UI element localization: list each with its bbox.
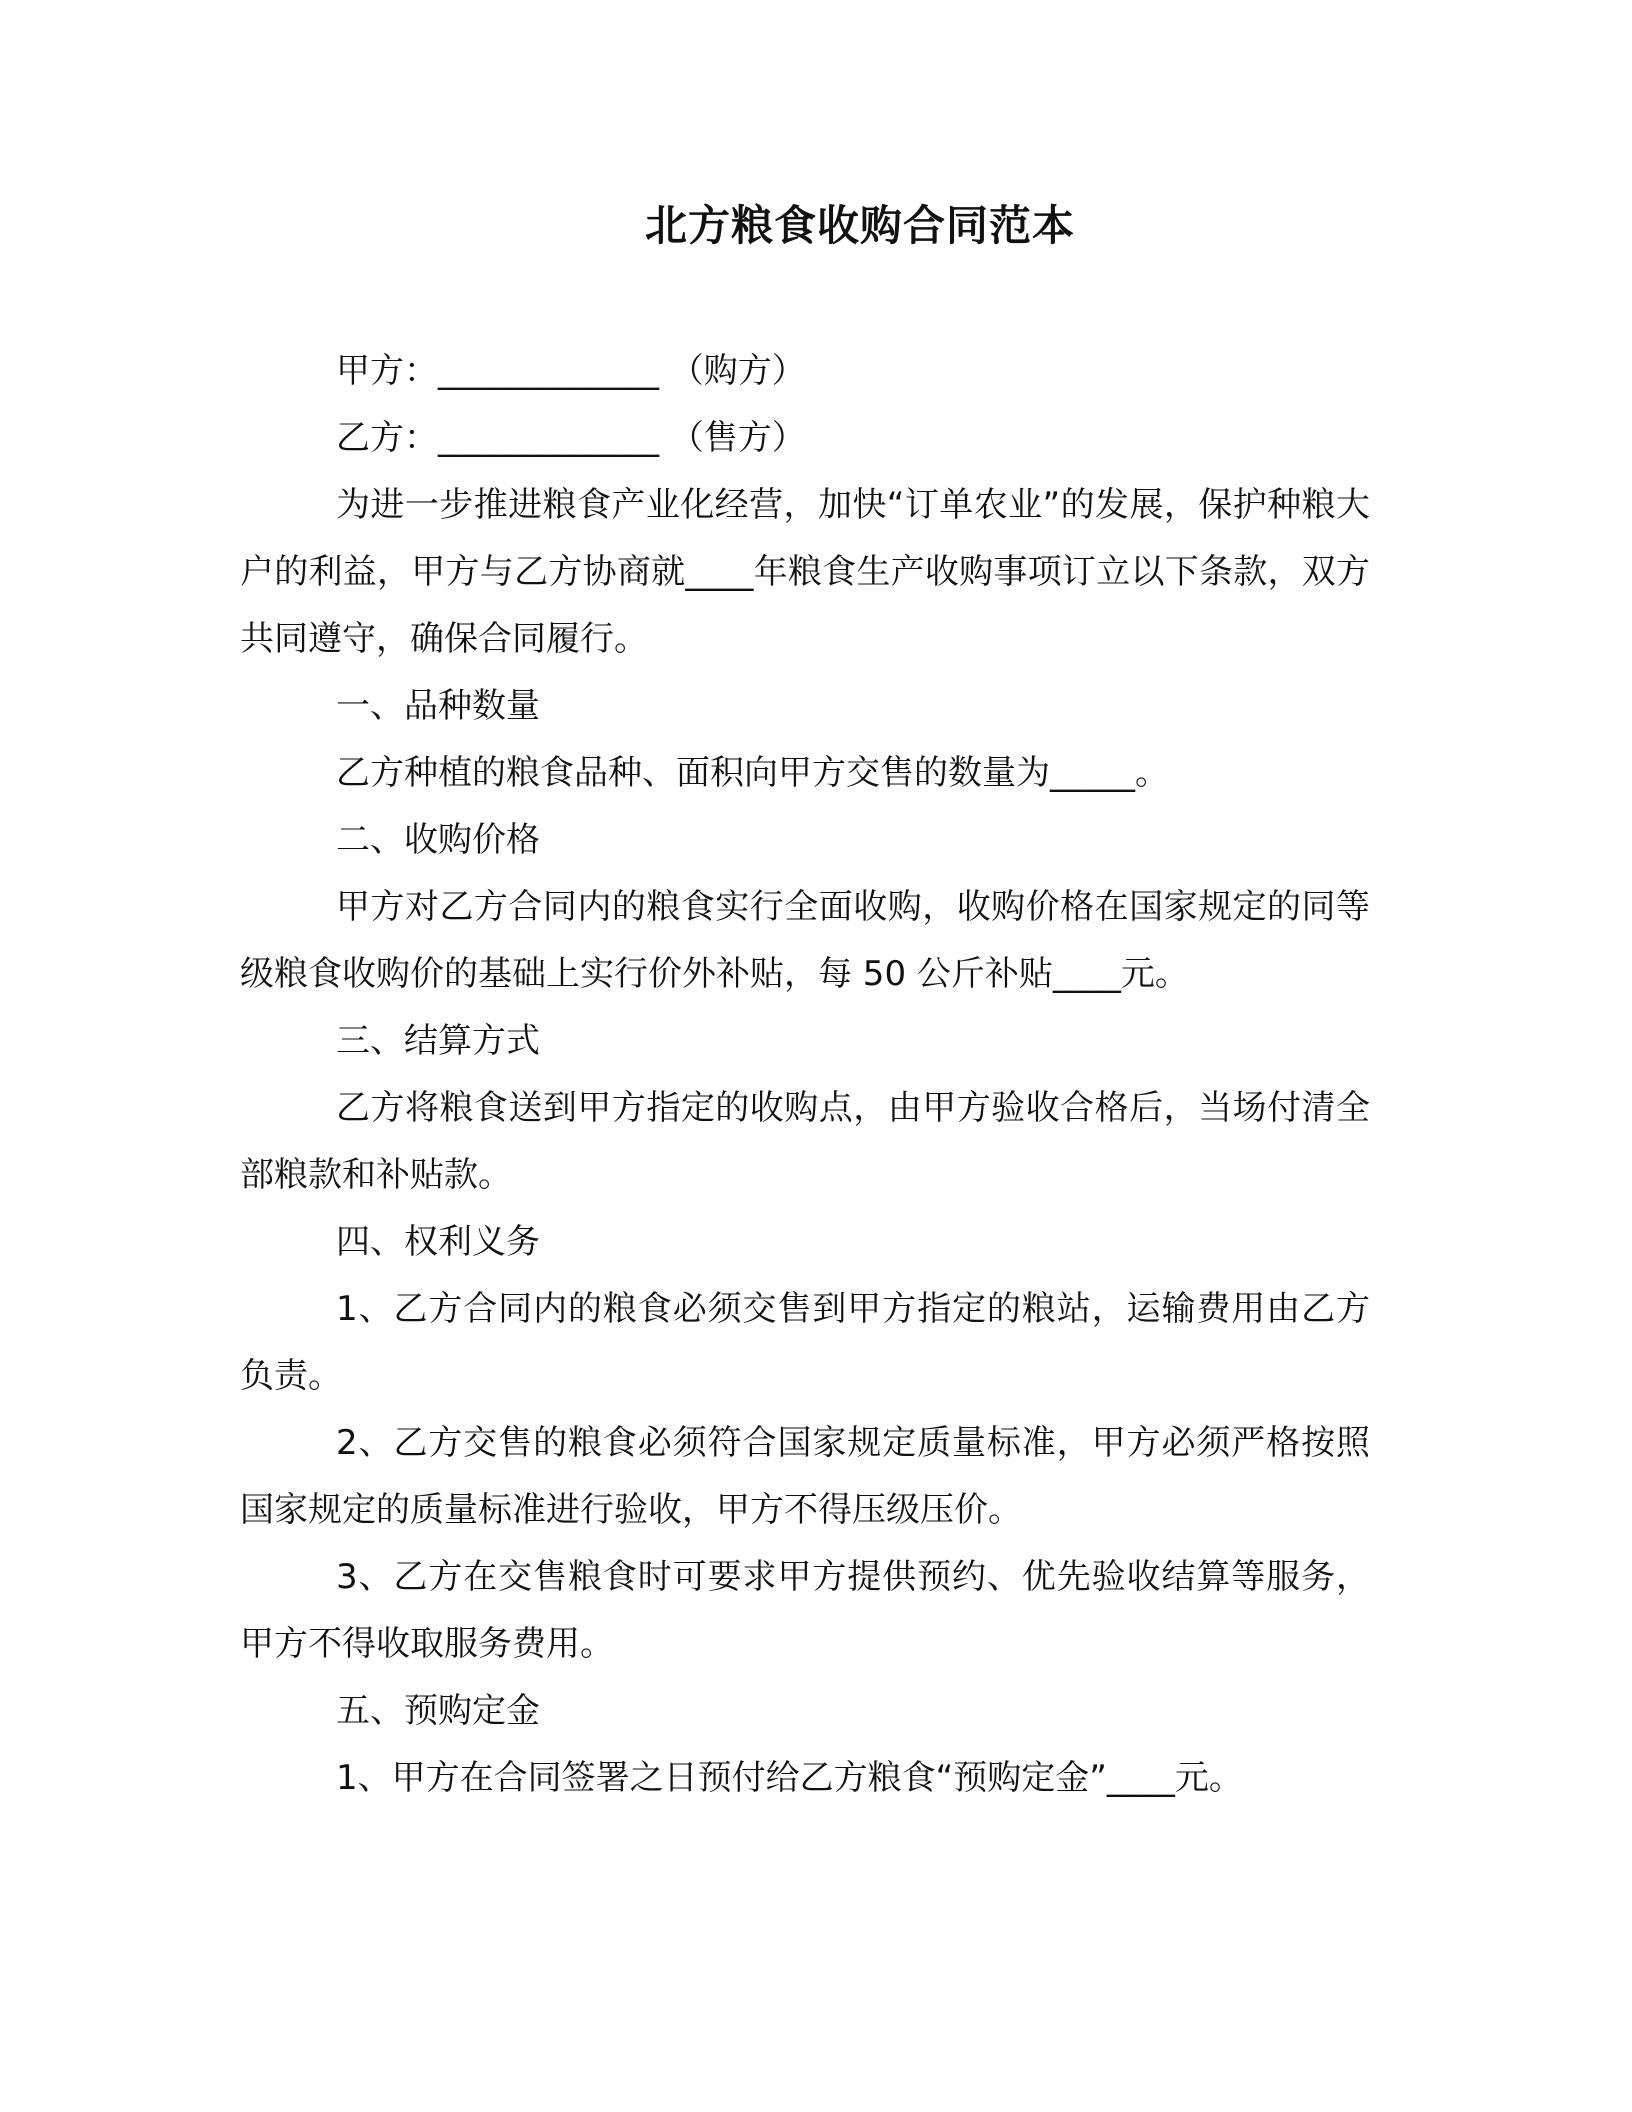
section-heading: 五、预购定金 [336, 1691, 540, 1731]
party-b-line: 乙方：_____________ （售方） [336, 418, 806, 458]
section-heading: 一、品种数量 [336, 686, 540, 726]
section-paragraph: 乙方将粮食送到甲方指定的收购点，由甲方验收合格后，当场付清全部粮款和补贴款。 [240, 1088, 1370, 1195]
section-paragraph: 1、乙方合同内的粮食必须交售到甲方指定的粮站，运输费用由乙方负责。 [240, 1289, 1370, 1396]
party-a-line: 甲方：_____________ （购方） [336, 351, 806, 391]
section-paragraph: 甲方对乙方合同内的粮食实行全面收购，收购价格在国家规定的同等级粮食收购价的基础上实行价外补贴，每 50 公斤补贴____元。 [240, 887, 1370, 994]
section-heading: 四、权利义务 [336, 1222, 540, 1262]
section-paragraph: 乙方种植的粮食品种、面积向甲方交售的数量为_____。 [336, 753, 1169, 793]
section-paragraph: 1、甲方在合同签署之日预付给乙方粮食“预购定金”____元。 [336, 1758, 1243, 1798]
document-title: 北方粮食收购合同范本 [644, 201, 1075, 250]
section-heading: 三、结算方式 [336, 1021, 540, 1061]
intro-paragraph: 为进一步推进粮食产业化经营，加快“订单农业”的发展，保护种粮大户的利益，甲方与乙方协商就____年粮食生产收购事项订立以下条款，双方共同遵守，确保合同履行。 [240, 485, 1370, 659]
section-paragraph: 2、乙方交售的粮食必须符合国家规定质量标准，甲方必须严格按照国家规定的质量标准进行验收，甲方不得压级压价。 [240, 1423, 1370, 1530]
section-paragraph: 3、乙方在交售粮食时可要求甲方提供预约、优先验收结算等服务，甲方不得收取服务费用。 [240, 1557, 1370, 1664]
section-heading: 二、收购价格 [336, 820, 540, 860]
document-body [240, 338, 1370, 1812]
